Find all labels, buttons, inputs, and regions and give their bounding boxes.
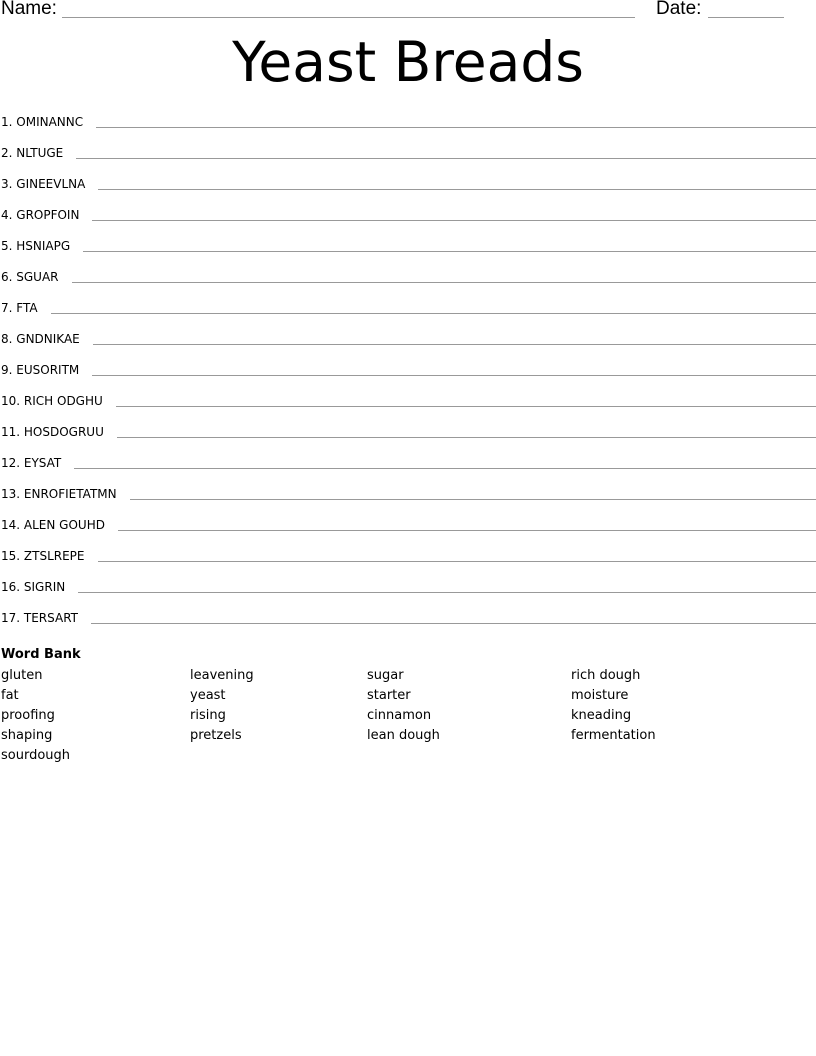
- answer-line[interactable]: [93, 344, 816, 345]
- question-row: [0, 513, 816, 544]
- question-row: [0, 482, 816, 513]
- word-bank-item: yeast: [190, 688, 226, 703]
- word-bank-item: starter: [367, 688, 411, 703]
- question-text: 16. SIGRIN: [1, 580, 66, 594]
- question-row: [0, 203, 816, 234]
- question-list: [0, 110, 816, 637]
- question-text: 3. GINEEVLNA: [1, 177, 86, 191]
- name-field-line[interactable]: [62, 17, 635, 18]
- question-text: 4. GROPFOIN: [1, 208, 80, 222]
- question-row: [0, 606, 816, 637]
- question-row: [0, 234, 816, 265]
- answer-line[interactable]: [116, 406, 816, 407]
- answer-line[interactable]: [78, 592, 816, 593]
- answer-line[interactable]: [51, 313, 816, 314]
- question-text: 1. OMINANNC: [1, 115, 84, 129]
- answer-line[interactable]: [98, 561, 816, 562]
- word-bank-item: lean dough: [367, 728, 440, 743]
- word-bank-column-2: [190, 667, 254, 747]
- question-text: 12. EYSAT: [1, 456, 62, 470]
- question-row: [0, 296, 816, 327]
- question-text: 13. ENROFIETATMN: [1, 487, 117, 501]
- word-bank-item: fat: [1, 688, 19, 703]
- date-label: Date:: [656, 0, 702, 19]
- answer-line[interactable]: [117, 437, 816, 438]
- question-row: [0, 265, 816, 296]
- question-text: 17. TERSART: [1, 611, 78, 625]
- question-text: 15. ZTSLREPE: [1, 549, 85, 563]
- question-row: [0, 544, 816, 575]
- word-bank-column-3: [367, 667, 440, 747]
- word-bank-column-1: [1, 667, 70, 767]
- page-title: Yeast Breads: [232, 30, 584, 94]
- word-bank-item: sourdough: [1, 748, 71, 763]
- question-row: [0, 389, 816, 420]
- word-bank-item: sugar: [367, 668, 404, 683]
- answer-line[interactable]: [91, 623, 816, 624]
- word-bank-item: fermentation: [571, 728, 656, 743]
- answer-line[interactable]: [118, 530, 816, 531]
- question-text: 10. RICH ODGHU: [1, 394, 103, 408]
- word-bank-item: moisture: [571, 688, 629, 703]
- question-text: 14. ALEN GOUHD: [1, 518, 105, 532]
- word-bank-item: gluten: [1, 668, 43, 683]
- word-bank-item: shaping: [1, 728, 53, 743]
- answer-line[interactable]: [74, 468, 816, 469]
- question-text: 6. SGUAR: [1, 270, 59, 284]
- word-bank-item: kneading: [571, 708, 632, 723]
- question-text: 2. NLTUGE: [1, 146, 64, 160]
- question-row: [0, 358, 816, 389]
- question-row: [0, 575, 816, 606]
- question-text: 9. EUSORITM: [1, 363, 80, 377]
- answer-line[interactable]: [72, 282, 816, 283]
- question-text: 8. GNDNIKAE: [1, 332, 80, 346]
- answer-line[interactable]: [96, 127, 816, 128]
- answer-line[interactable]: [92, 220, 816, 221]
- question-row: [0, 110, 816, 141]
- answer-line[interactable]: [130, 499, 816, 500]
- answer-line[interactable]: [92, 375, 816, 376]
- question-text: 11. HOSDOGRUU: [1, 425, 104, 439]
- word-bank-column-4: [571, 667, 656, 747]
- question-row: [0, 172, 816, 203]
- question-row: [0, 141, 816, 172]
- answer-line[interactable]: [76, 158, 816, 159]
- word-bank-item: rising: [190, 708, 226, 723]
- question-text: 7. FTA: [1, 301, 38, 315]
- answer-line[interactable]: [83, 251, 816, 252]
- word-bank-title: Word Bank: [1, 647, 81, 662]
- word-bank-item: proofing: [1, 708, 55, 723]
- answer-line[interactable]: [98, 189, 816, 190]
- header: [0, 0, 816, 22]
- word-bank-item: rich dough: [571, 668, 641, 683]
- question-row: [0, 451, 816, 482]
- question-row: [0, 327, 816, 358]
- question-row: [0, 420, 816, 451]
- word-bank-item: cinnamon: [367, 708, 432, 723]
- word-bank-item: pretzels: [190, 728, 242, 743]
- date-field-line[interactable]: [708, 17, 784, 18]
- question-text: 5. HSNIAPG: [1, 239, 71, 253]
- word-bank-item: leavening: [190, 668, 254, 683]
- name-label: Name:: [1, 0, 57, 19]
